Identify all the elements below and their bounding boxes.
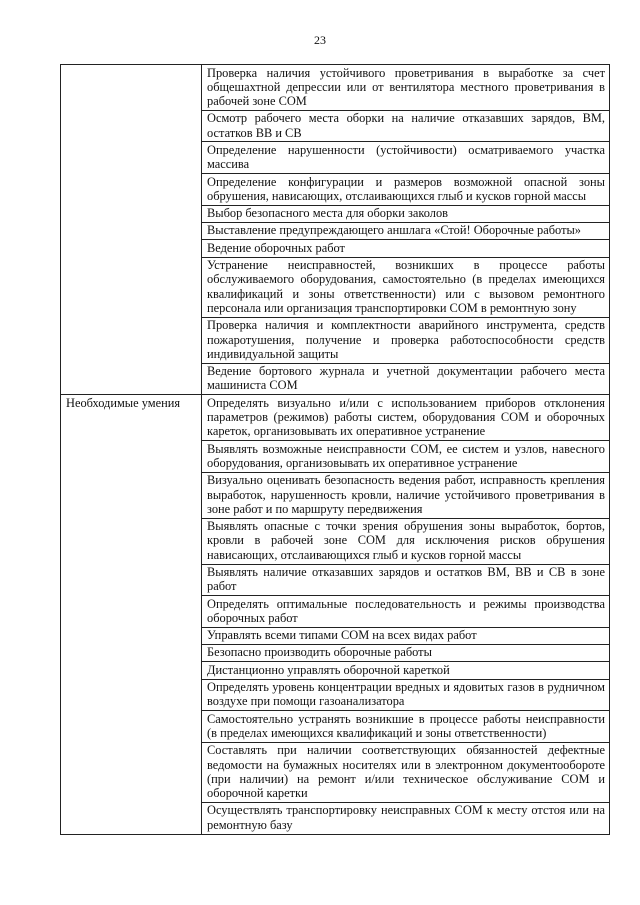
competency-table (60, 64, 610, 835)
skill-item: Самостоятельно устранять возникшие в процессе работы неисправности (в пределах имеющихся квалификаций и зоны ответственности) (202, 711, 610, 743)
labor-action-item: Осмотр рабочего места оборки на наличие отказавших зарядов, ВМ, остатков ВВ и СВ (202, 110, 610, 142)
skill-item: Составлять при наличии соответствующих обязанностей дефектные ведомости на бумажных носителях или в электронном документообороте (при наличии) на ремонт и/или техническое обслуживание СОМ и оборочной каретки (202, 742, 610, 802)
page-number: 23 (314, 33, 326, 47)
labor-action-item: Определение нарушенности (устойчивости) осматриваемого участка массива (202, 142, 610, 174)
labor-action-item: Определение конфигурации и размеров возможной опасной зоны обрушения, нависающих, отслаивающихся глыб и кусков горной массы (202, 174, 610, 206)
skill-label: Необходимые умения (61, 395, 202, 834)
labor-action-item: Ведение бортового журнала и учетной документации рабочего места машиниста СОМ (202, 363, 610, 395)
skill-item: Дистанционно управлять оборочной кареткой (202, 662, 610, 679)
competency-table-body (61, 65, 610, 835)
skill-item: Выявлять опасные с точки зрения обрушения зоны выработок, бортов, кровли в рабочей зоне СОМ для исключения рисков обрушения нависающих, отслаивающихся глыб и кусков горной массы (202, 518, 610, 564)
skill-item: Определять визуально и/или с использованием приборов отклонения параметров (режимов) работы систем, оборудования СОМ и оборочных кареток, организовывать их оперативное устранение (202, 395, 610, 441)
labor-action-item: Выбор безопасного места для оборки заколов (202, 205, 610, 222)
labor-action-item: Проверка наличия устойчивого проветривания в выработке за счет общешахтной депрессии или от вентилятора местного проветривания в рабочей зоне СОМ (202, 65, 610, 111)
labor-action-item: Проверка наличия и комплектности аварийного инструмента, средств пожаротушения, получение и проверка работоспособности средств индивидуальной защиты (202, 317, 610, 363)
skill-item: Определять оптимальные последовательность и режимы производства оборочных работ (202, 596, 610, 628)
labor-action-item: Ведение оборочных работ (202, 240, 610, 257)
skill-item: Определять уровень концентрации вредных и ядовитых газов в рудничном воздухе при помощи газоанализатора (202, 679, 610, 711)
skill-row (61, 395, 610, 441)
skill-item: Управлять всеми типами СОМ на всех видах работ (202, 627, 610, 644)
skill-item: Безопасно производить оборочные работы (202, 644, 610, 661)
skill-item: Выявлять возможные неисправности СОМ, ее систем и узлов, навесного оборудования, организовывать их оперативное устранение (202, 441, 610, 473)
labor-action-item: Выставление предупреждающего аншлага «Стой! Оборочные работы» (202, 222, 610, 239)
labor-action-row (61, 65, 610, 111)
labor-action-item: Устранение неисправностей, возникших в процессе работы обслуживаемого оборудования, самостоятельно (в пределах имеющихся квалификаций и зоны ответственности) или с вызовом ремонтного персонала или организация транспортировки СОМ в ремонтную зону (202, 257, 610, 317)
skill-item: Выявлять наличие отказавших зарядов и остатков ВМ, ВВ и СВ в зоне работ (202, 564, 610, 596)
skill-item: Визуально оценивать безопасность ведения работ, исправность крепления выработок, нарушенность кровли, наличие устойчивого проветривания в зоне работ и по маршруту передвижения (202, 472, 610, 518)
skill-item: Осуществлять транспортировку неисправных СОМ к месту отстоя или на ремонтную базу (202, 802, 610, 834)
labor-action-label (61, 65, 202, 395)
